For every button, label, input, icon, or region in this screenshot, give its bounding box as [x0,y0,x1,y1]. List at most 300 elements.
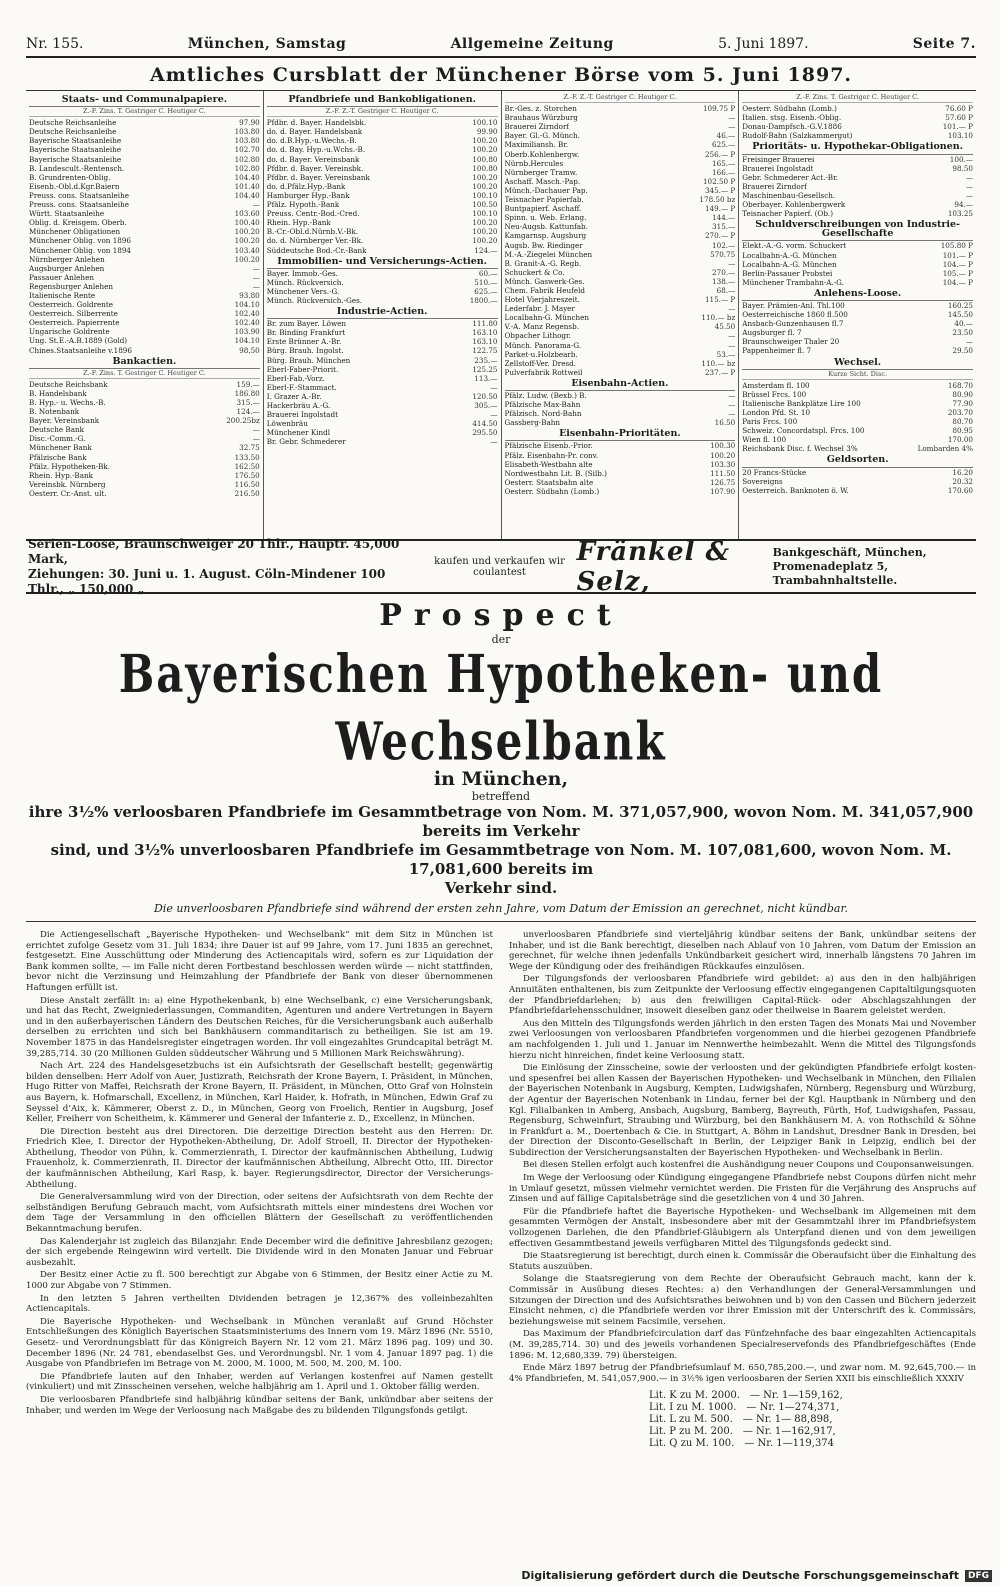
quote-row [742,477,973,486]
quote-row [505,359,736,368]
quote-value: 270.— [712,267,736,277]
quote-row [742,426,973,435]
security-name: B. Granit-A.-G. Regb. [504,258,582,268]
security-name: Localbahn-A.-G. München [742,259,837,269]
quote-row [742,155,973,164]
security-name: Br. zum Bayer. Löwen [266,319,346,329]
quote-value: 270.— P [704,231,736,241]
quote-row [505,487,736,496]
quote-row [742,337,973,346]
quote-value: — [965,172,973,182]
quote-row [742,164,973,173]
quote-row [505,241,736,250]
quote-value: 305.— [474,401,498,410]
quote-row [505,213,736,222]
quote-row [267,365,498,374]
quote-row [505,368,736,377]
quote-row [742,346,973,355]
lit-row [649,1402,976,1414]
stock-exchange-board [26,91,976,541]
paragraph: Nach Art. 224 des Handelsgesetzbuchs ist ein Aufsichtsrath der Gesellschaft bestellt; gegenwärtig bilden denselben: Herr Adolf von Auer, Justizrath, Reichsrath der Krone Bayern, I. Präsident, in München, Hugo Ritter von Maffei, Reichsrath der Krone Bayern, II. Präsident, in München, Otto Graf von Holnstein aus Bayern, k. Hofmarschall, Excellenz, in München, Karl Haider, k. Hofrath, in München, Edwin Graf zu Seyssel d’Aix, k. Kämmerer, Oberst z. D., in München, Georg von Froelich, Rentier in Augsburg, Josef Keller, Freiherr von Scheitheim, k. Kämmerer und General der Infanterie z. D., Excellenz, in München. [26,1061,493,1125]
security-name: Münch. Gaswerk-Ges. [504,276,585,286]
quote-row [29,462,260,471]
quote-value: 186.80 [234,388,260,398]
quote-row [742,278,973,287]
quote-row [505,418,736,427]
security-name: Süddeutsche Bod.-Cr.-Bank [266,245,367,255]
quote-row [742,182,973,191]
paragraph: Der Tilgungsfonds der verloosbaren Pfandbriefe wird gebildet: a) aus den in den halbjährigen Annuitäten enthaltenen, bis zum Zeitpunkte der Verloosung effectiv eingegangenen Capitaltilgungsquoten der Pfandbriefdarlehen; b) aus den freiwilligen Capital-Rück- oder Abschlagszahlungen der Pfandbriefdarlehensschuldner, insoweit dieselben ganz oder theilweise in Baarem geleistet werden. [509,974,976,1017]
security-name: 20 Francs-Stücke [742,467,807,477]
paragraph: Der Besitz einer Actie zu fl. 500 berechtigt zur Abgabe von 6 Stimmen, der Besitz einer Actie zu M. 1000 zur Abgabe von 7 Stimmen. [26,1270,493,1291]
security-name: Münch. Panorama-G. [504,340,582,350]
security-name: B. Grundrenten-Oblig. [29,172,111,182]
quote-value: 102.— [712,240,736,250]
quote-row [742,251,973,260]
security-name: Br.-Ges. z. Storchen [504,104,577,114]
quote-value: 125.25 [472,364,498,374]
quote-value: 104.— P [942,259,973,269]
quote-row [267,287,498,296]
lit-list [649,1390,976,1450]
board-section-title: Eisenbahn-Prioritäten. [505,427,736,441]
security-name: Buntpapierf. Aschaff. [504,204,582,214]
security-name: Localbahn-A.-G. München [742,250,837,260]
quote-row [742,301,973,310]
quote-row [29,380,260,389]
quote-row [505,350,736,359]
quote-row [267,374,498,383]
security-name: Pfälz. Hypotheken-Bk. [29,461,111,471]
security-name: do. d. Bayer. Vereinsbank [266,154,360,164]
security-name: I. Grazer A.-Br. [266,391,322,401]
quote-row [505,122,736,131]
quote-row [267,319,498,328]
quote-value: — [728,122,736,132]
quote-row [29,164,260,173]
paragraph: Die Generalversammlung wird von der Direction, oder seitens der Aufsichtsrath von dem Rechte der selbständigen Berufung Gebrauch macht, vom Aufsichtsrath mittels einer mindestens drei Wochen vor dem Tage der Versammlung in den officiellen Blättern der Gesellschaft zu veröffentlichenden Bekanntmachung berufen. [26,1192,493,1235]
quote-row [29,218,260,227]
quote-value: 120.50 [472,391,498,401]
quote-value: 100.20 [234,227,260,237]
security-name: Augsburger Anlehen [29,263,105,273]
quote-value: 101.— P [942,250,973,260]
board-column-header: Z.-F. Zins. T. Gestriger C. Heutiger C. [29,107,260,117]
paragraph: Die Staatsregierung ist berechtigt, durch einen k. Commissär die Oberaufsicht über die Einhaltung des Statuts auszuüben. [509,1251,976,1272]
paragraph: Die Direction besteht aus drei Directoren. Die derzeitige Direction besteht aus den Herren: Dr. Friedrich Klee, I. Director der Hypotheken-Abtheilung, Dr. Adolf Stroell, II. Director der Hypotheken-Abtheilung, Theodor von Pühn, k. Commerzienrath, I. Director der kaufmännischen Abtheilung, Ludwig Frauenholz, k. Commerzienrath, II. Director der kaufmännischen Abtheilung, Albrecht Otto, III. Director der kaufmännischen Abtheilung, Karl Rasp, k. bayer. Regierungsdirector, Director der Versicherungs-Abtheilung. [26,1126,493,1190]
ad-line: Ziehungen: 30. Juni u. 1. August. Cöln-Mindener 100 Thlr., „ 150,000 „ [28,567,386,596]
quote-value: 414.50 [472,419,498,429]
quote-value: 178.50 bz [699,195,736,205]
prospect-body [26,930,976,1450]
security-name: Donau-Dampfsch.-G.V.1886 [742,122,842,132]
quote-value: 102.80 [234,154,260,164]
prospect-line-3: Verkehr sind. [444,879,558,897]
quote-row [742,104,973,113]
lit-row [649,1414,976,1426]
quote-value: 104.— P [942,277,973,287]
security-name: B. Landescult.-Rentensch. [29,163,125,173]
security-name: Brüssel Frcs. 100 [742,389,807,399]
quote-value: 100.20 [710,450,736,460]
quote-value: 104.40 [234,172,260,182]
quote-row [267,236,498,245]
quote-value: 160.25 [947,300,973,310]
security-name: Pfälzisch. Nord-Bahn [504,409,582,419]
security-name: Preuss. Centr.-Bod.-Cred. [266,209,360,219]
quote-value: 126.75 [710,477,736,487]
quote-row [742,381,973,390]
quote-value: 510.— [474,277,498,287]
security-name: Oesterreich. Goldrente [29,300,114,310]
quote-row [505,322,736,331]
quote-value: 103.80 [234,136,260,146]
security-name: Württ. Staatsanleihe [29,209,105,219]
quote-value: 124.— [474,245,498,255]
security-name: Schweiz. Concordatspl. Frcs. 100 [742,426,865,436]
quote-value: 159.— [236,379,260,389]
quote-row [505,400,736,409]
quote-row [505,222,736,231]
board-column-header: Z.-F. Zins. T. Gestriger C. Heutiger C. [29,369,260,379]
quote-value: 32.75 [239,443,260,453]
quote-value: 100.20 [472,145,498,155]
quote-value: 76.60 P [945,104,973,114]
security-name: Pfälzische Max-Bahn [504,400,581,410]
quote-row [742,269,973,278]
board-column-header: Z.-F. Z.-T. Gestriger C. Heutiger C. [267,107,498,117]
quote-value: 46.— [716,131,736,141]
security-name: Maximiliansh. Br. [504,140,569,150]
quote-row [29,282,260,291]
quote-value: 100.20 [234,254,260,264]
quote-value: 170.60 [947,485,973,495]
security-name: Reichsbank Disc. f. Wechsel 3% [742,444,858,454]
security-name: Br. Binding Frankfurt [266,328,346,338]
page-number: Seite 7. [912,36,976,52]
quote-row [29,173,260,182]
quote-value: 103.40 [234,245,260,255]
quote-row [267,200,498,209]
quote-value: 99.90 [476,127,498,137]
paragraph: Die Bayerische Hypotheken- und Wechselbank in München veranlaßt auf Grund Höchster Entschließungen des Königlich Bayerischen Staatsministeriums des Innern vom 19. März 1896 (Nr. 5510, Gesetz- und Verordnungsblatt für das Königreich Bayern Nr. 12 vom 21. März 1896 pag. 109) und 30. December 1896 (Nr. 24 781, ebendaselbst Ges. und Verordnungsbl. Nr. 1 vom 4. Januar 1897 pag. 1) die Ausgabe von Pfandbriefen im Betrage von M. 2000, M. 1000, M. 500, M. 200, M. 100. [26,1316,493,1370]
quote-value: — [490,437,498,447]
digitization-footer [521,1569,992,1582]
security-name: Ungarische Goldrente [29,327,110,337]
security-name: Deutsche Reichsanleihe [29,118,117,128]
security-name: Hotel Vierjahreszeit. [504,295,580,305]
security-name: Kamgarnsp. Augsburg [504,231,587,241]
paragraph: Die Actiengesellschaft „Bayerische Hypotheken- und Wechselbank“ mit dem Sitz in München ist errichtet zufolge Gesetz vom 31. Juli 1834; ihre Dauer ist auf 99 Jahre, vom 17. Juni 1835 an gerechnet, festgesetzt. Eine Ausschüttung oder Minderung des Actiencapitals wird, sofern es zur Liquidation der Bank kommen sollte, — im Falle nicht deren Fortbestand beschlossen werden würde — nicht stattfinden, bevor nicht die Verzinsung und Heimzahlung der Pfandbriefe der Bank von dieser übernommenen Haftungen erfüllt ist. [26,930,493,993]
ad-line: Promenadeplatz 5, Trambahnhaltstelle. [772,560,898,587]
security-name: Ung. St.E.-A.B.1889 (Gold) [29,336,128,346]
quote-value: 295.50 [472,428,498,438]
quote-row [267,155,498,164]
paragraph: Das Maximum der Pfandbriefcirculation darf das Fünfzehnfache des baar eingezahlten Actiencapitals (M. 39,285,714. 30) und des jeweils vorhandenen Specialreservefonds des Pfandbriefgeschäftes (Ende 1896: M. 12,680,339. 79) übersteigen. [509,1329,976,1361]
quote-value: 100.20 [472,227,498,237]
security-name: Neu-Augsb. Kattunfab. [504,222,588,232]
paragraph: Die verloosbaren Pfandbriefe sind halbjährig kündbar seitens der Bank, unkündbar aber seitens der Inhaber, und werden im Wege der Verloosung nach Maßgabe des zu bildenden Tilgungsfonds getilgt. [26,1394,493,1416]
quote-row [505,168,736,177]
quote-row [29,136,260,145]
quote-row [742,310,973,319]
prospect-header [26,594,976,922]
quote-row [267,118,498,127]
security-name: Pfälz. Hypoth.-Bank [266,200,340,210]
quote-row [29,398,260,407]
paragraph: Das Kalenderjahr ist zugleich das Bilanzjahr. Ende December wird die definitive Jahresbilanz gezogen; der sich ergebende Reingewinn wird verteilt. Die Dividende wird in den Monaten Januar und Februar ausbezahlt. [26,1236,493,1268]
quote-row [742,191,973,200]
quote-value: 1800.— [469,295,498,305]
quote-row [505,177,736,186]
board-section-title: Geldsorten. [742,453,973,467]
security-name: Münch.-Dachauer Pap. [504,185,588,195]
quote-row [29,236,260,245]
quote-row [267,383,498,392]
quote-value: — [728,113,736,123]
security-name: Münchener Oblig. von 1894 [29,245,131,255]
quote-value: 94.— [954,200,973,210]
security-name: Gebr. Schmederer Act.-Br. [742,172,839,182]
dfg-logo: DFG [965,1570,992,1582]
security-name: Localbahn-G. München [504,313,589,323]
lit-range: — Nr. 1—162,917, [742,1426,836,1438]
quote-row [742,435,973,444]
quote-value: — [728,258,736,268]
security-name: Eisenb.-Obl.d.Kgr.Baiern [29,181,120,191]
quote-value: 145.50 [947,310,973,320]
quote-row [29,300,260,309]
security-name: Nürnb.Hercules [504,158,564,168]
quote-value: 170.00 [947,435,973,445]
security-name: Hackerbräu A.-G. [266,401,331,410]
quote-row [742,200,973,209]
security-name: Obpacher Lithogr. [504,331,571,341]
lit-label: Lit. I zu M. 1000. [649,1402,737,1414]
quote-value: 107.90 [710,486,736,496]
security-name: Elekt.-A.-G. vorm. Schuckert [742,241,847,251]
security-name: Eberl-Faber-Priorit. [266,364,339,374]
paragraph: unverloosbaren Pfandbriefe sind vierteljährig kündbar seitens der Bank, unkündbar seitens der Inhaber, und ist die Bank berechtigt, dieselben nach Ablauf von 10 Jahren, vom Datum der Emission an gerechnet, für welche ihnen jedenfalls Unkündbarkeit gesichert wird, innerhalb längstens 70 Jahren im Wege der Kündigung oder des freihändigen Rückkaufes einzulösen. [509,930,976,972]
quote-value: 165.— [712,158,736,168]
security-name: Pfdbr. d. Bayer. Vereinsbk. [266,163,364,173]
quote-row [267,328,498,337]
quote-row [505,313,736,322]
quote-row [29,191,260,200]
security-name: Wien fl. 100 [742,435,787,445]
quote-value: 102.80 [234,163,260,173]
quote-value: 144.— [712,213,736,223]
quote-row [267,419,498,428]
quote-value: 20.32 [952,476,973,486]
quote-value: 102.70 [234,145,260,155]
quote-value: 104.40 [234,190,260,200]
security-name: B. Handelsbank [29,388,87,398]
quote-value: 40.— [954,319,973,329]
security-name: M.-A.-Ziegelei München [504,249,593,259]
quote-row [267,401,498,410]
quote-row [267,218,498,227]
quote-value: 80.95 [952,426,973,436]
paragraph: Ende März 1897 betrug der Pfandbriefsumlauf M. 650,785,200.—, und zwar nom. M. 92,645,700.— in 4% Pfandbriefen, M. 541,057,900.— in 3½% igen verloosbaren der Serien XXII bis einschließlich XXXIV [509,1363,976,1384]
board-section-title: Industrie-Actien. [267,305,498,319]
issue-number: Nr. 155. [26,36,84,52]
quote-row [267,296,498,305]
security-name: Münchener Bank [29,443,92,453]
quote-value: 100.30 [710,441,736,451]
security-name: Eberl-Fab.-Vorz. [266,373,325,383]
quote-value: 104.10 [234,336,260,346]
quote-row [742,241,973,250]
security-name: Oesterr. Cr.-Anst. ult. [29,488,107,498]
quote-value: 103.10 [947,131,973,141]
security-name: Pulverfabrik Rottweil [504,367,583,377]
quote-row [29,425,260,434]
paragraph: Im Wege der Verloosung oder Kündigung eingegangene Pfandbriefe nebst Coupons dürfen nicht mehr in Umlauf gesetzt, müssen vielmehr vernichtet werden. Die Fristen für die Verjährung des Anspruchs auf Zinsen und auf fällige Capitalsbeträge sind die gesetzlichen von 4 und 30 Jahren. [509,1173,976,1205]
quote-row [267,356,498,365]
security-name: do. d. Nürnberger Ver.-Bk. [266,236,364,246]
quote-row [29,227,260,236]
quote-row [29,264,260,273]
security-name: do. d. Bay. Hyp.-u.Wchs.-B. [266,145,366,155]
text-column-left [26,930,493,1450]
quote-value: 77.90 [952,398,973,408]
quote-row [29,336,260,345]
security-name: Augsburger fl. 7 [742,328,802,338]
quote-row [29,127,260,136]
quote-value: 162.50 [234,461,260,471]
quote-value: 53.— [716,349,736,359]
text-column-right [509,930,976,1450]
quote-value: 149.— P [704,204,736,214]
board-section-title: Anlehens-Loose. [742,287,973,301]
quote-row [29,471,260,480]
quote-value: — [252,200,260,210]
quote-value: — [728,340,736,350]
quote-value: 133.50 [234,452,260,462]
quote-row [742,399,973,408]
security-name: Münch. Rückversich.-Ges. [266,295,363,305]
security-name: Oesterreich. Papierrente [29,318,120,328]
prospect-heading: Prospect [379,598,623,633]
quote-value: 203.70 [947,408,973,417]
quote-row [505,277,736,286]
quote-value: 115.— P [704,295,736,305]
security-name: Regensburger Anlehen [29,281,113,291]
quote-row [742,444,973,453]
quote-row [267,227,498,236]
quote-value: 113.— [474,373,498,383]
quote-row [505,391,736,400]
security-name: Preuss. cons. Staatsanleihe [29,200,129,210]
security-name: Lederfabr. J. Mayer [504,304,575,314]
quote-value: 625.— [474,286,498,296]
quote-value: 100.— [949,154,973,164]
quote-value: 100.10 [472,209,498,219]
quote-value: 60.— [478,268,498,278]
board-section-title: Immobilien- und Versicherungs-Actien. [267,255,498,269]
security-name: Brauerei Ingolstadt [266,410,338,420]
security-name: Münch. Rückversich. [266,277,344,287]
security-name: Schuckert & Co. [504,267,565,277]
lit-label: Lit. K zu M. 2000. [649,1390,740,1402]
quote-value: 100.80 [472,154,498,164]
quote-value: 100.10 [472,118,498,128]
security-name: Oesterr. Südbahn (Lomb.) [504,486,600,496]
quote-value: 97.90 [239,118,260,128]
security-name: Brauerei Zirndorf [504,122,570,132]
quote-value: 98.50 [952,163,973,173]
quote-row [742,113,973,122]
lit-range: — Nr. 1—119,374 [744,1438,835,1450]
quote-value: 105.80 P [940,241,973,251]
quote-value: 105.— P [942,268,973,278]
security-name: V.-A. Manz Regensb. [504,322,579,332]
quote-value: 80.70 [952,417,973,427]
security-name: Pappenheimer fl. 7 [742,346,812,356]
quote-row [29,182,260,191]
quote-value: 116.50 [234,479,260,489]
quote-value: 16.20 [952,467,973,477]
quote-row [29,389,260,398]
paragraph: Diese Anstalt zerfällt in: a) eine Hypothekenbank, b) eine Wechselbank, c) eine Versicherungsbank, und hat das Recht, Zweigniederlassungen, Commanditen, Agenturen und andere Vertretungen in Bayern und in den außerbayerischen Ländern des Deutschen Reiches, für die Versicherungsbank auch außerhalb derselben zu errichten und sich bei Bankhäusern commanditarisch zu betheiligen. Sie ist am 19. November 1875 in das Handelsregister eingetragen worden. Ihr voll eingezahltes Grundcapital beträgt M. 39,285,714. 30 (20 Millionen Gulden süddeutscher Währung und 5 Millionen Mark Reichswährung). [26,995,493,1059]
ad-line: Bankgeschäft, München, [772,546,927,559]
quote-value: 111.50 [710,468,736,478]
security-name: Sovereigns [742,476,783,486]
quote-row [505,231,736,240]
quote-value: — [965,337,973,347]
security-name: Br. Gebr. Schmederer [266,437,346,447]
paragraph: Aus den Mitteln des Tilgungsfonds werden jährlich in den ersten Tagen des Monats Mai und November zwei Verloosungen von verloosbaren Pfandbriefen vorgenommen und die hierbei gezogenen Pfandbriefe am nachfolgenden 1. Juli und 1. Januar im Nennwerthe heimbezahlt. Wenn die Mittel des Tilgungsfonds hierzu nicht hinreichen, findet keine Verloosung statt. [509,1018,976,1061]
security-name: Deutsche Bank [29,425,84,435]
quote-value: 80.90 [952,389,973,399]
quote-row [29,434,260,443]
paragraph: Für die Pfandbriefe haftet die Bayerische Hypotheken- und Wechselbank im Allgemeinen mit dem gesammten Vermögen der Anstalt, insbesondere aber mit der Gesammtzahl ihrer im Pfandbriefsystem vollzogenen Darlehen, die den Pfandbrief-Gläubigern als Unterpfand dienen und von dem jeweiligen effectiven Gesammtbestand jeweils verfügbaren Mittel des Tilgungsfonds gedeckt sind. [509,1206,976,1249]
quote-value: 100.20 [472,136,498,146]
quote-value: 103.90 [234,327,260,337]
lit-range: — Nr. 1— 88,898, [742,1414,833,1426]
quote-row [29,327,260,336]
board-column-header: Z.-F. Zins. T. Gestriger C. Heutiger C. [742,93,973,103]
prospect-der: der [491,633,511,646]
quote-row [742,408,973,417]
quote-value: 103.80 [234,127,260,137]
quote-row [742,417,973,426]
quote-row [505,460,736,469]
security-name: B.-Cr.-Obl.d.Nürnb.V.-Bk. [266,227,359,237]
quote-value: 110.— bz [701,313,736,323]
quote-value: 100.20 [472,218,498,228]
ad-address [773,546,974,588]
security-name: Münchener Trambahn-A.-G. [742,277,844,287]
quote-row [505,451,736,460]
quote-value: 100.40 [234,218,260,228]
lit-row [649,1390,976,1402]
quote-row [29,255,260,264]
quote-row [267,269,498,278]
security-name: Löwenbräu [266,419,308,429]
lit-label: Lit. Q zu M. 100. [649,1438,735,1450]
security-name: Brauerei Zirndorf [742,181,807,191]
prospect-line-2: sind, und 3½% unverloosbaren Pfandbriefe im Gesammtbetrage von Nom. M. 107,081,600, wovon Nom. M. 17,081,600 bereits im [50,841,952,878]
quote-row [29,453,260,462]
quote-row [267,136,498,145]
security-name: do. d.B.Hyp.-u.Wechs.-B. [266,136,357,146]
quote-row [505,140,736,149]
quote-row [267,164,498,173]
quote-value: 235.— [474,355,498,365]
ad-loose-info [28,537,422,597]
